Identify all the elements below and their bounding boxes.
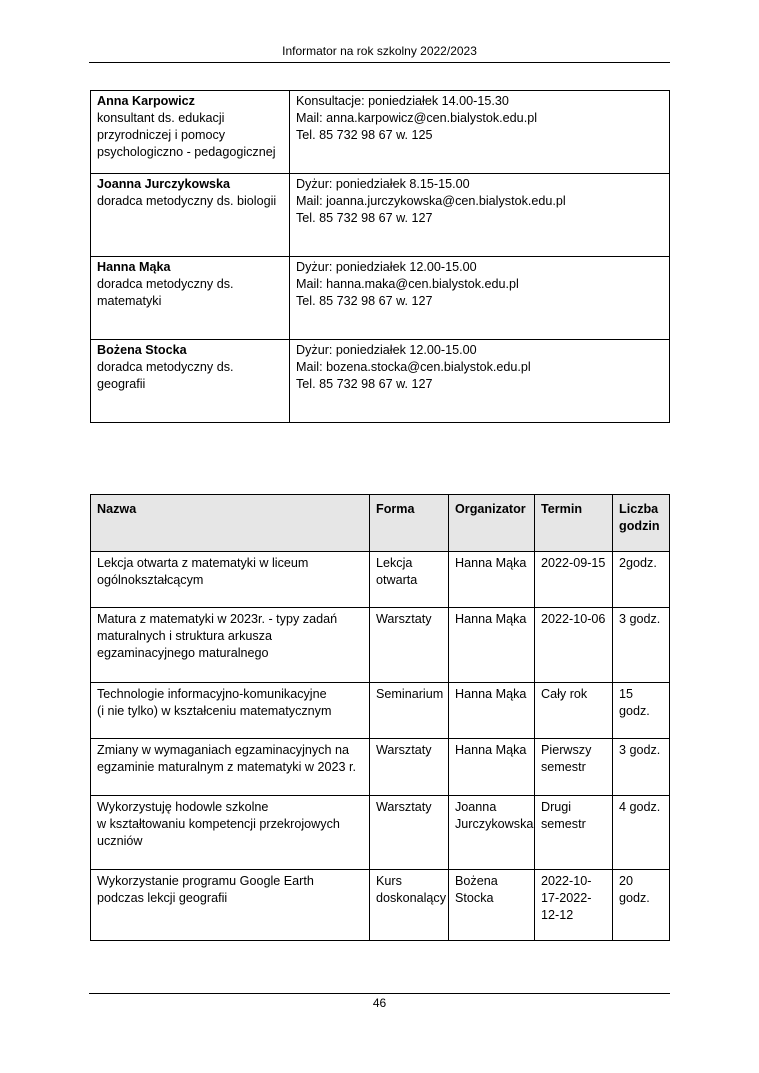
contact-name: Anna Karpowicz xyxy=(97,94,195,108)
contact-hours: Konsultacje: poniedziałek 14.00-15.30 xyxy=(296,94,509,108)
course-term-line: 2022-09-15 xyxy=(541,556,606,570)
course-organizer-cell xyxy=(449,870,535,941)
course-term-line: Cały rok xyxy=(541,687,588,701)
column-header-form: Forma xyxy=(370,495,449,552)
contact-role: geografii xyxy=(97,377,146,391)
contact-person-cell xyxy=(91,257,290,340)
course-term-cell xyxy=(535,608,613,683)
contact-hours: Dyżur: poniedziałek 12.00-15.00 xyxy=(296,343,477,357)
course-term-cell xyxy=(535,683,613,739)
contact-name: Bożena Stocka xyxy=(97,343,187,357)
course-term-line: Drugi xyxy=(541,800,572,814)
contact-person-cell xyxy=(91,174,290,257)
course-name-cell xyxy=(91,683,370,739)
contact-phone: Tel. 85 732 98 67 w. 127 xyxy=(296,211,433,225)
course-form-cell xyxy=(370,870,449,941)
course-form-cell xyxy=(370,796,449,870)
contact-role: doradca metodyczny ds. xyxy=(97,277,234,291)
contact-phone: Tel. 85 732 98 67 w. 125 xyxy=(296,128,433,142)
contact-details-cell xyxy=(290,174,670,257)
contact-hours: Dyżur: poniedziałek 8.15-15.00 xyxy=(296,177,470,191)
course-form-line: Kurs xyxy=(376,874,402,888)
course-term-cell xyxy=(535,739,613,796)
running-header: Informator na rok szkolny 2022/2023 xyxy=(282,44,477,58)
column-header-name: Nazwa xyxy=(91,495,370,552)
course-organizer-line: Stocka xyxy=(455,891,494,905)
table-row xyxy=(91,683,670,739)
footer-divider xyxy=(89,993,670,994)
course-term-line: 2022-10-06 xyxy=(541,612,606,626)
course-hours-line: godz. xyxy=(619,704,650,718)
course-organizer-line: Hanna Mąka xyxy=(455,556,527,570)
course-name-cell xyxy=(91,870,370,941)
column-header-organizer: Organizator xyxy=(449,495,535,552)
table-row xyxy=(91,739,670,796)
course-form-line: Seminarium xyxy=(376,687,444,701)
course-name-line: Wykorzystuję hodowle szkolne xyxy=(97,800,269,814)
contact-phone: Tel. 85 732 98 67 w. 127 xyxy=(296,377,433,391)
course-form-cell xyxy=(370,552,449,608)
course-organizer-cell xyxy=(449,683,535,739)
table-row xyxy=(91,257,670,340)
contact-person-cell xyxy=(91,91,290,174)
course-organizer-cell xyxy=(449,739,535,796)
contact-mail[interactable]: Mail: joanna.jurczykowska@cen.bialystok.edu.pl xyxy=(296,194,566,208)
course-organizer-line: Bożena xyxy=(455,874,498,888)
course-term-line: 17-2022- xyxy=(541,891,592,905)
course-name-line: ogólnokształcącym xyxy=(97,573,204,587)
column-header-hours xyxy=(613,495,670,552)
course-organizer-cell xyxy=(449,608,535,683)
course-name-line: Zmiany w wymaganiach egzaminacyjnych na xyxy=(97,743,349,757)
contact-role: matematyki xyxy=(97,294,162,308)
page-number: 46 xyxy=(372,996,387,1010)
contact-details-cell xyxy=(290,257,670,340)
contact-mail[interactable]: Mail: anna.karpowicz@cen.bialystok.edu.pl xyxy=(296,111,537,125)
header-divider xyxy=(89,62,670,63)
courses-table xyxy=(90,494,670,941)
course-hours-line: 3 godz. xyxy=(619,743,661,757)
course-hours-line: 3 godz. xyxy=(619,612,661,626)
course-hours-line: 20 xyxy=(619,874,634,888)
contact-role: konsultant ds. edukacji xyxy=(97,111,225,125)
course-name-cell xyxy=(91,796,370,870)
course-term-line: semestr xyxy=(541,817,586,831)
course-name-line: Technologie informacyjno-komunikacyjne xyxy=(97,687,327,701)
contact-mail[interactable]: Mail: hanna.maka@cen.bialystok.edu.pl xyxy=(296,277,519,291)
contacts-table xyxy=(90,90,670,423)
course-term-line: semestr xyxy=(541,760,586,774)
course-form-line: Warsztaty xyxy=(376,612,432,626)
course-name-line: Wykorzystanie programu Google Earth xyxy=(97,874,314,888)
course-term-cell xyxy=(535,552,613,608)
course-hours-cell xyxy=(613,608,670,683)
contact-role: doradca metodyczny ds. biologii xyxy=(97,194,277,208)
course-name-line: egzaminacyjnego maturalnego xyxy=(97,646,269,660)
course-organizer-line: Hanna Mąka xyxy=(455,612,527,626)
contact-name: Hanna Mąka xyxy=(97,260,171,274)
course-term-line: 2022-10- xyxy=(541,874,592,888)
course-organizer-line: Hanna Mąka xyxy=(455,687,527,701)
table-row xyxy=(91,174,670,257)
table-row xyxy=(91,91,670,174)
course-organizer-line: Jurczykowska xyxy=(455,817,534,831)
course-name-cell xyxy=(91,608,370,683)
contact-mail[interactable]: Mail: bozena.stocka@cen.bialystok.edu.pl xyxy=(296,360,531,374)
contact-hours: Dyżur: poniedziałek 12.00-15.00 xyxy=(296,260,477,274)
column-header-hours-line: godzin xyxy=(619,519,660,533)
course-form-line: doskonalący xyxy=(376,891,447,905)
contact-person-cell xyxy=(91,340,290,423)
course-name-line: podczas lekcji geografii xyxy=(97,891,228,905)
contact-role: psychologiczno - pedagogicznej xyxy=(97,145,276,159)
course-form-line: Warsztaty xyxy=(376,743,432,757)
table-row xyxy=(91,340,670,423)
course-hours-cell xyxy=(613,870,670,941)
course-hours-line: 4 godz. xyxy=(619,800,661,814)
table-row xyxy=(91,608,670,683)
course-form-line: Warsztaty xyxy=(376,800,432,814)
course-form-cell xyxy=(370,608,449,683)
course-hours-line: 15 xyxy=(619,687,634,701)
table-row xyxy=(91,796,670,870)
course-name-line: (i nie tylko) w kształceniu matematycznym xyxy=(97,704,332,718)
column-header-hours-line: Liczba xyxy=(619,502,659,516)
course-name-line: Lekcja otwarta z matematyki w liceum xyxy=(97,556,309,570)
course-name-line: Matura z matematyki w 2023r. - typy zadań xyxy=(97,612,338,626)
column-header-term: Termin xyxy=(535,495,613,552)
contact-details-cell xyxy=(290,91,670,174)
course-hours-cell xyxy=(613,739,670,796)
course-hours-line: godz. xyxy=(619,891,650,905)
course-name-line: w kształtowaniu kompetencji przekrojowych xyxy=(97,817,340,831)
course-name-line: egzaminie maturalnym z matematyki w 2023 r. xyxy=(97,760,356,774)
contact-details-cell xyxy=(290,340,670,423)
course-form-line: otwarta xyxy=(376,573,418,587)
course-organizer-line: Hanna Mąka xyxy=(455,743,527,757)
course-hours-cell xyxy=(613,552,670,608)
course-organizer-line: Joanna xyxy=(455,800,497,814)
course-organizer-cell xyxy=(449,552,535,608)
table-row xyxy=(91,552,670,608)
course-term-cell xyxy=(535,796,613,870)
course-term-cell xyxy=(535,870,613,941)
table-row xyxy=(91,870,670,941)
course-term-line: Pierwszy xyxy=(541,743,592,757)
course-form-cell xyxy=(370,683,449,739)
contact-role: doradca metodyczny ds. xyxy=(97,360,234,374)
course-name-line: uczniów xyxy=(97,834,143,848)
course-form-cell xyxy=(370,739,449,796)
contact-name: Joanna Jurczykowska xyxy=(97,177,230,191)
course-hours-cell xyxy=(613,683,670,739)
contact-phone: Tel. 85 732 98 67 w. 127 xyxy=(296,294,433,308)
course-hours-line: 2godz. xyxy=(619,556,657,570)
course-term-line: 12-12 xyxy=(541,908,574,922)
course-name-cell xyxy=(91,739,370,796)
course-organizer-cell xyxy=(449,796,535,870)
contact-role: przyrodniczej i pomocy xyxy=(97,128,226,142)
course-form-line: Lekcja xyxy=(376,556,413,570)
table-header-row xyxy=(91,495,670,552)
course-name-line: maturalnych i struktura arkusza xyxy=(97,629,272,643)
course-name-cell xyxy=(91,552,370,608)
course-hours-cell xyxy=(613,796,670,870)
